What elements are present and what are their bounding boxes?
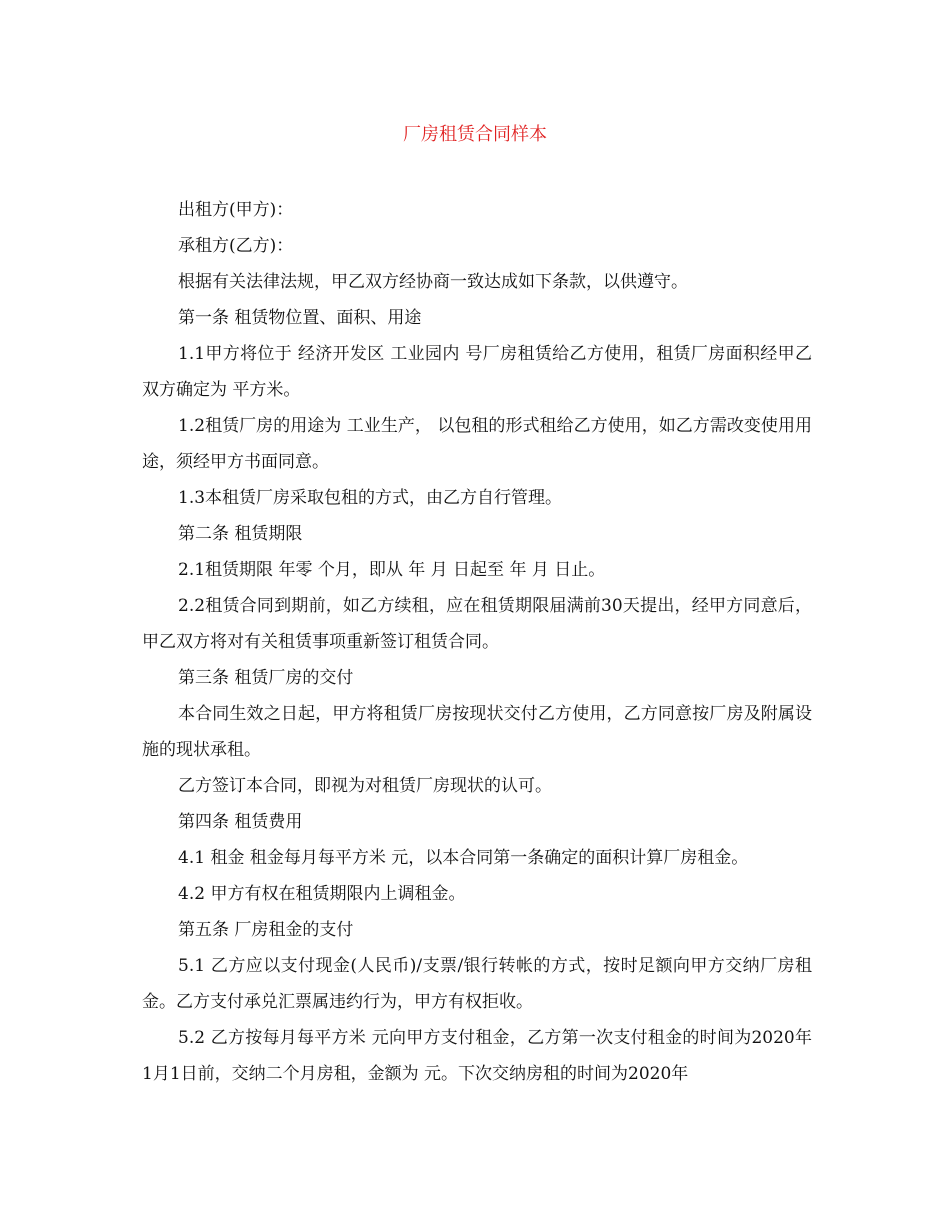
clause-2-1: 2.1租赁期限 年零 个月，即从 年 月 日起至 年 月 日止。 [178, 560, 606, 580]
clause-5-1: 5.1 乙方应以支付现金(人民币)/支票/银行转帐的方式，按时足额向甲方交纳厂房租金。乙方支付承兑汇票属违约行为，甲方有权拒收。 [142, 956, 812, 1012]
article-4-heading: 第四条 租赁费用 [178, 812, 303, 832]
document-title: 厂房租赁合同样本 [403, 124, 547, 145]
article-5-heading: 第五条 厂房租金的支付 [178, 920, 354, 940]
clause-5-2: 5.2 乙方按每月每平方米 元向甲方支付租金，乙方第一次支付租金的时间为2020年1月1日前，交纳二个月房租，金额为 元。下次交纳房租的时间为2020年 [142, 1028, 812, 1084]
clause-4-2: 4.2 甲方有权在租赁期限内上调租金。 [178, 884, 466, 904]
article-1-heading: 第一条 租赁物位置、面积、用途 [178, 308, 422, 328]
paragraph-lessor: 出租方(甲方)： [178, 200, 294, 220]
article-3-heading: 第三条 租赁厂房的交付 [178, 668, 354, 688]
article-2-heading: 第二条 租赁期限 [178, 524, 303, 544]
clause-1-2: 1.2租赁厂房的用途为 工业生产， 以包租的形式租给乙方使用，如乙方需改变使用用途，须经甲方书面同意。 [142, 416, 812, 472]
paragraph-lessee: 承租方(乙方)： [178, 236, 294, 256]
clause-1-3: 1.3本租赁厂房采取包租的方式，由乙方自行管理。 [178, 488, 563, 508]
paragraph-acceptance: 乙方签订本合同，即视为对租赁厂房现状的认可。 [178, 776, 552, 796]
clause-4-1: 4.1 租金 租金每月每平方米 元，以本合同第一条确定的面积计算厂房租金。 [178, 848, 749, 868]
paragraph-delivery: 本合同生效之日起，甲方将租赁厂房按现状交付乙方使用，乙方同意按厂房及附属设施的现状承租。 [142, 704, 812, 760]
clause-1-1: 1.1甲方将位于 经济开发区 工业园内 号厂房租赁给乙方使用，租赁厂房面积经甲乙双方确定为 平方米。 [142, 344, 812, 400]
paragraph-preamble: 根据有关法律法规，甲乙双方经协商一致达成如下条款，以供遵守。 [178, 272, 688, 292]
clause-2-2: 2.2租赁合同到期前，如乙方续租，应在租赁期限届满前30天提出，经甲方同意后，甲乙双方将对有关租赁事项重新签订租赁合同。 [142, 596, 812, 652]
